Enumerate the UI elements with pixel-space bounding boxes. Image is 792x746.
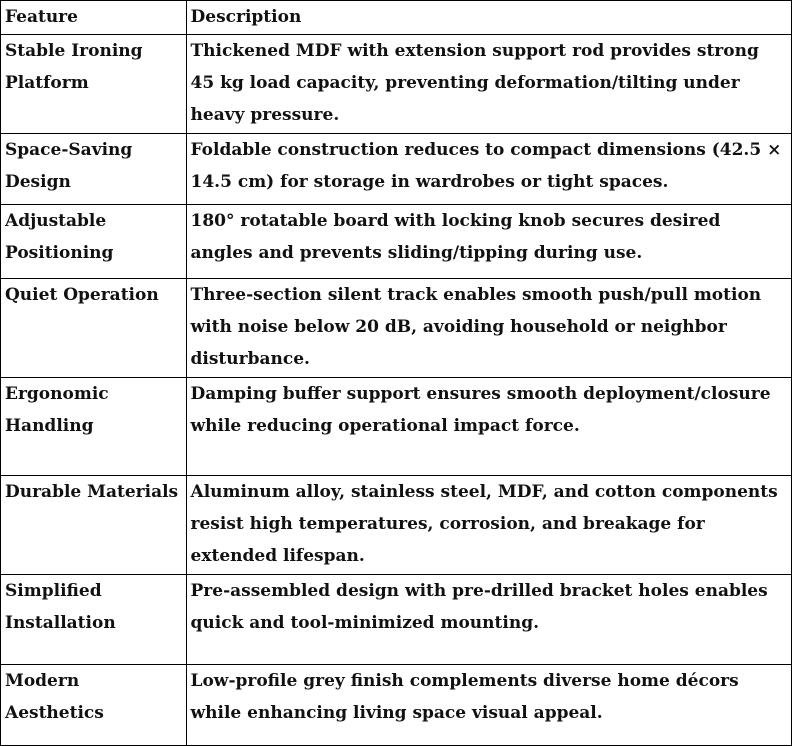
table-row: [1, 574, 792, 665]
feature-cell: Space-Saving Design: [1, 133, 187, 204]
description-cell: Three-section silent track enables smooth push/pull motion with noise below 20 dB, avoiding household or neighbor disturbance.: [186, 279, 791, 378]
header-description: Description: [186, 1, 791, 35]
feature-cell: Ergonomic Handling: [1, 378, 187, 476]
table-row: [1, 378, 792, 476]
header-feature: Feature: [1, 1, 187, 35]
table-row: [1, 665, 792, 746]
feature-cell: Modern Aesthetics: [1, 665, 187, 746]
table-row: [1, 476, 792, 575]
table-row: [1, 279, 792, 378]
table-row: [1, 205, 792, 279]
description-cell: Foldable construction reduces to compact dimensions (42.5 × 14.5 cm) for storage in wardrobes or tight spaces.: [186, 133, 791, 204]
table-row: [1, 35, 792, 134]
feature-cell: Quiet Operation: [1, 279, 187, 378]
description-cell: Damping buffer support ensures smooth deployment/closure while reducing operational impact force.: [186, 378, 791, 476]
description-cell: Low-profile grey finish complements diverse home décors while enhancing living space visual appeal.: [186, 665, 791, 746]
description-cell: Thickened MDF with extension support rod provides strong 45 kg load capacity, preventing deformation/tilting under heavy pressure.: [186, 35, 791, 134]
description-cell: Aluminum alloy, stainless steel, MDF, and cotton components resist high temperatures, corrosion, and breakage for extended lifespan.: [186, 476, 791, 575]
description-cell: 180° rotatable board with locking knob secures desired angles and prevents sliding/tipping during use.: [186, 205, 791, 279]
table-header-row: [1, 1, 792, 35]
feature-cell: Simplified Installation: [1, 574, 187, 665]
description-cell: Pre-assembled design with pre-drilled bracket holes enables quick and tool-minimized mounting.: [186, 574, 791, 665]
feature-cell: Adjustable Positioning: [1, 205, 187, 279]
feature-cell: Durable Materials: [1, 476, 187, 575]
table-row: [1, 133, 792, 204]
feature-cell: Stable Ironing Platform: [1, 35, 187, 134]
